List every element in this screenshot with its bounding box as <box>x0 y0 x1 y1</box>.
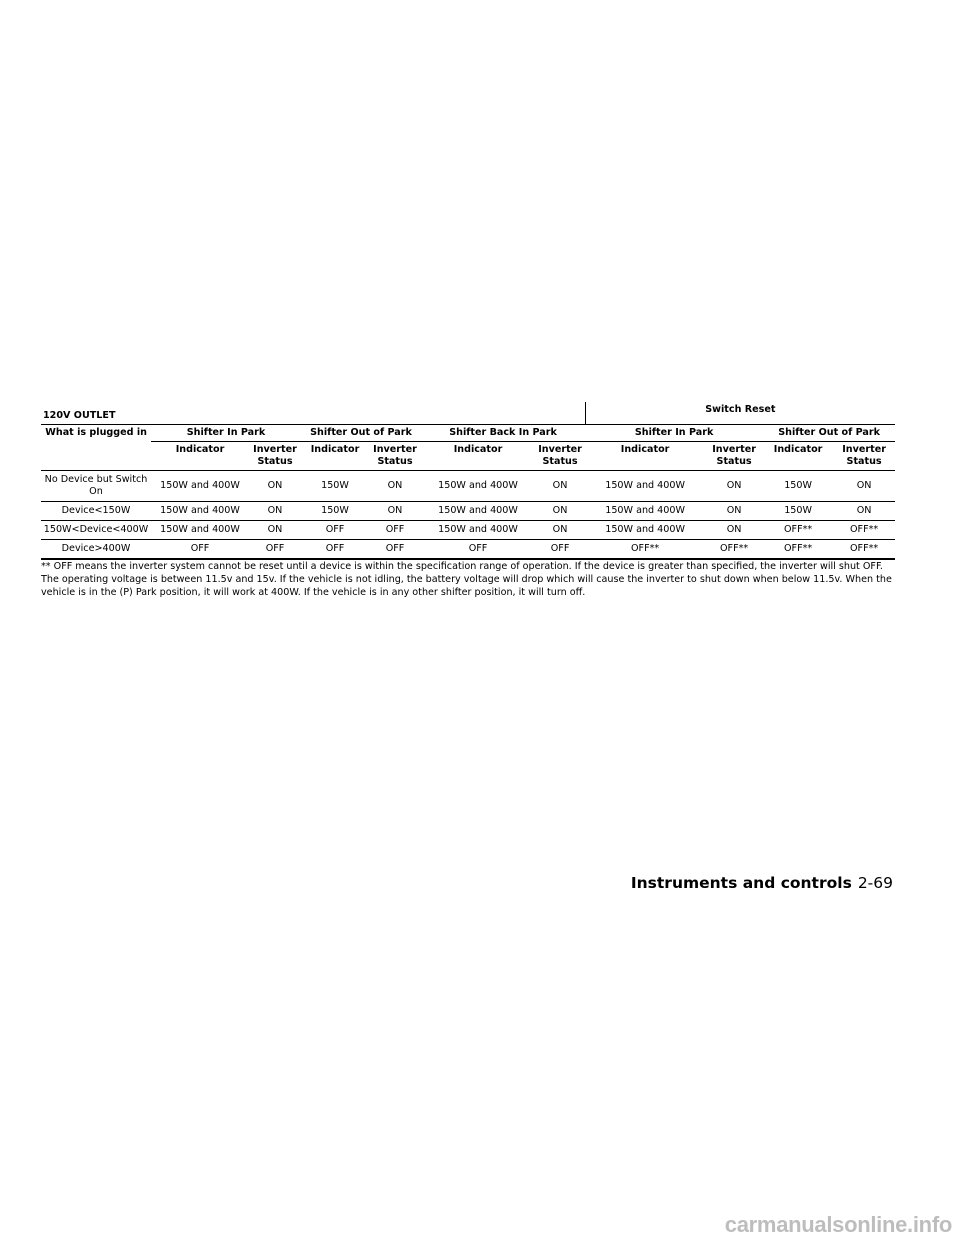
table-cell: ON <box>705 521 763 540</box>
table-cell: 150W and 400W <box>585 521 705 540</box>
table-cell: ON <box>535 502 585 521</box>
table-cell: ON <box>249 471 301 502</box>
table-cell: OFF** <box>585 540 705 560</box>
table-cell: OFF <box>301 540 369 560</box>
table-cell: 150W <box>763 502 833 521</box>
table-cell: 150W <box>763 471 833 502</box>
sub-header: Inverter Status <box>249 442 301 471</box>
group-header-row <box>41 425 895 442</box>
page-number: 2-69 <box>857 874 893 892</box>
table-cell: ON <box>833 502 895 521</box>
sub-header: Inverter Status <box>705 442 763 471</box>
table-cell: OFF <box>369 521 421 540</box>
table-cell: ON <box>535 521 585 540</box>
group-header: Shifter In Park <box>151 425 301 442</box>
table-row <box>41 471 895 502</box>
table-cell: 150W and 400W <box>421 521 535 540</box>
group-header: Shifter Out of Park <box>301 425 421 442</box>
group-header: Shifter Back In Park <box>421 425 585 442</box>
table-cell: ON <box>249 521 301 540</box>
table-cell: OFF <box>535 540 585 560</box>
table-row <box>41 521 895 540</box>
table-row <box>41 540 895 560</box>
table-cell: ON <box>833 471 895 502</box>
table-cell: 150W <box>301 502 369 521</box>
table-cell: OFF** <box>833 540 895 560</box>
table-cell: OFF** <box>763 521 833 540</box>
table-cell: 150W and 400W <box>151 502 249 521</box>
outlet-title: 120V OUTLET <box>43 410 116 421</box>
sub-header: Indicator <box>421 442 535 471</box>
table-cell: ON <box>535 471 585 502</box>
table-cell: ON <box>249 502 301 521</box>
plugged-cell: Device<150W <box>41 502 151 521</box>
sub-header: Inverter Status <box>535 442 585 471</box>
footnote: ** OFF means the inverter system cannot be reset until a device is within the specification range of operation. If the device is greater than specified, the inverter will shut OFF. The operating voltage is between 11.5v and 15v. If the vehicle is not idling, the battery voltage will drop which will cause the inverter to shut down when below 11.5v. When the vehicle is in the (P) Park position, it will work at 400W. If the vehicle is in any other shifter position, it will turn off. <box>41 561 892 598</box>
table-cell: 150W and 400W <box>421 502 535 521</box>
table-cell: 150W and 400W <box>585 502 705 521</box>
table-cell: OFF <box>301 521 369 540</box>
plugged-cell: 150W<Device<400W <box>41 521 151 540</box>
sub-header: Indicator <box>301 442 369 471</box>
sub-header: Inverter Status <box>369 442 421 471</box>
plugged-cell: No Device but Switch On <box>41 471 151 502</box>
table-cell: OFF** <box>705 540 763 560</box>
table-cell: 150W <box>301 471 369 502</box>
table-cell: ON <box>705 502 763 521</box>
table-cell: OFF** <box>763 540 833 560</box>
plugged-header: What is plugged in <box>41 425 151 471</box>
section-title: Instruments and controls <box>630 874 852 892</box>
table-cell: ON <box>369 471 421 502</box>
table-cell: 150W and 400W <box>151 471 249 502</box>
table-cell: OFF** <box>833 521 895 540</box>
switch-reset-header: Switch Reset <box>585 402 895 425</box>
outlet-table <box>41 402 895 560</box>
table-cell: OFF <box>249 540 301 560</box>
table-cell: OFF <box>421 540 535 560</box>
sub-header: Indicator <box>585 442 705 471</box>
group-header: Shifter In Park <box>585 425 763 442</box>
table-cell: 150W and 400W <box>585 471 705 502</box>
group-header: Shifter Out of Park <box>763 425 895 442</box>
section-header-row <box>41 402 895 425</box>
table-row <box>41 502 895 521</box>
plugged-cell: Device>400W <box>41 540 151 560</box>
sub-header: Indicator <box>763 442 833 471</box>
sub-header: Inverter Status <box>833 442 895 471</box>
table-cell: 150W and 400W <box>151 521 249 540</box>
table-cell: ON <box>369 502 421 521</box>
table-cell: ON <box>705 471 763 502</box>
sub-header: Indicator <box>151 442 249 471</box>
table-cell: OFF <box>151 540 249 560</box>
table-cell: 150W and 400W <box>421 471 535 502</box>
page-footer <box>631 874 893 892</box>
table-cell: OFF <box>369 540 421 560</box>
sub-header-row <box>41 442 895 471</box>
watermark: carmanualsonline.info <box>724 1212 952 1237</box>
